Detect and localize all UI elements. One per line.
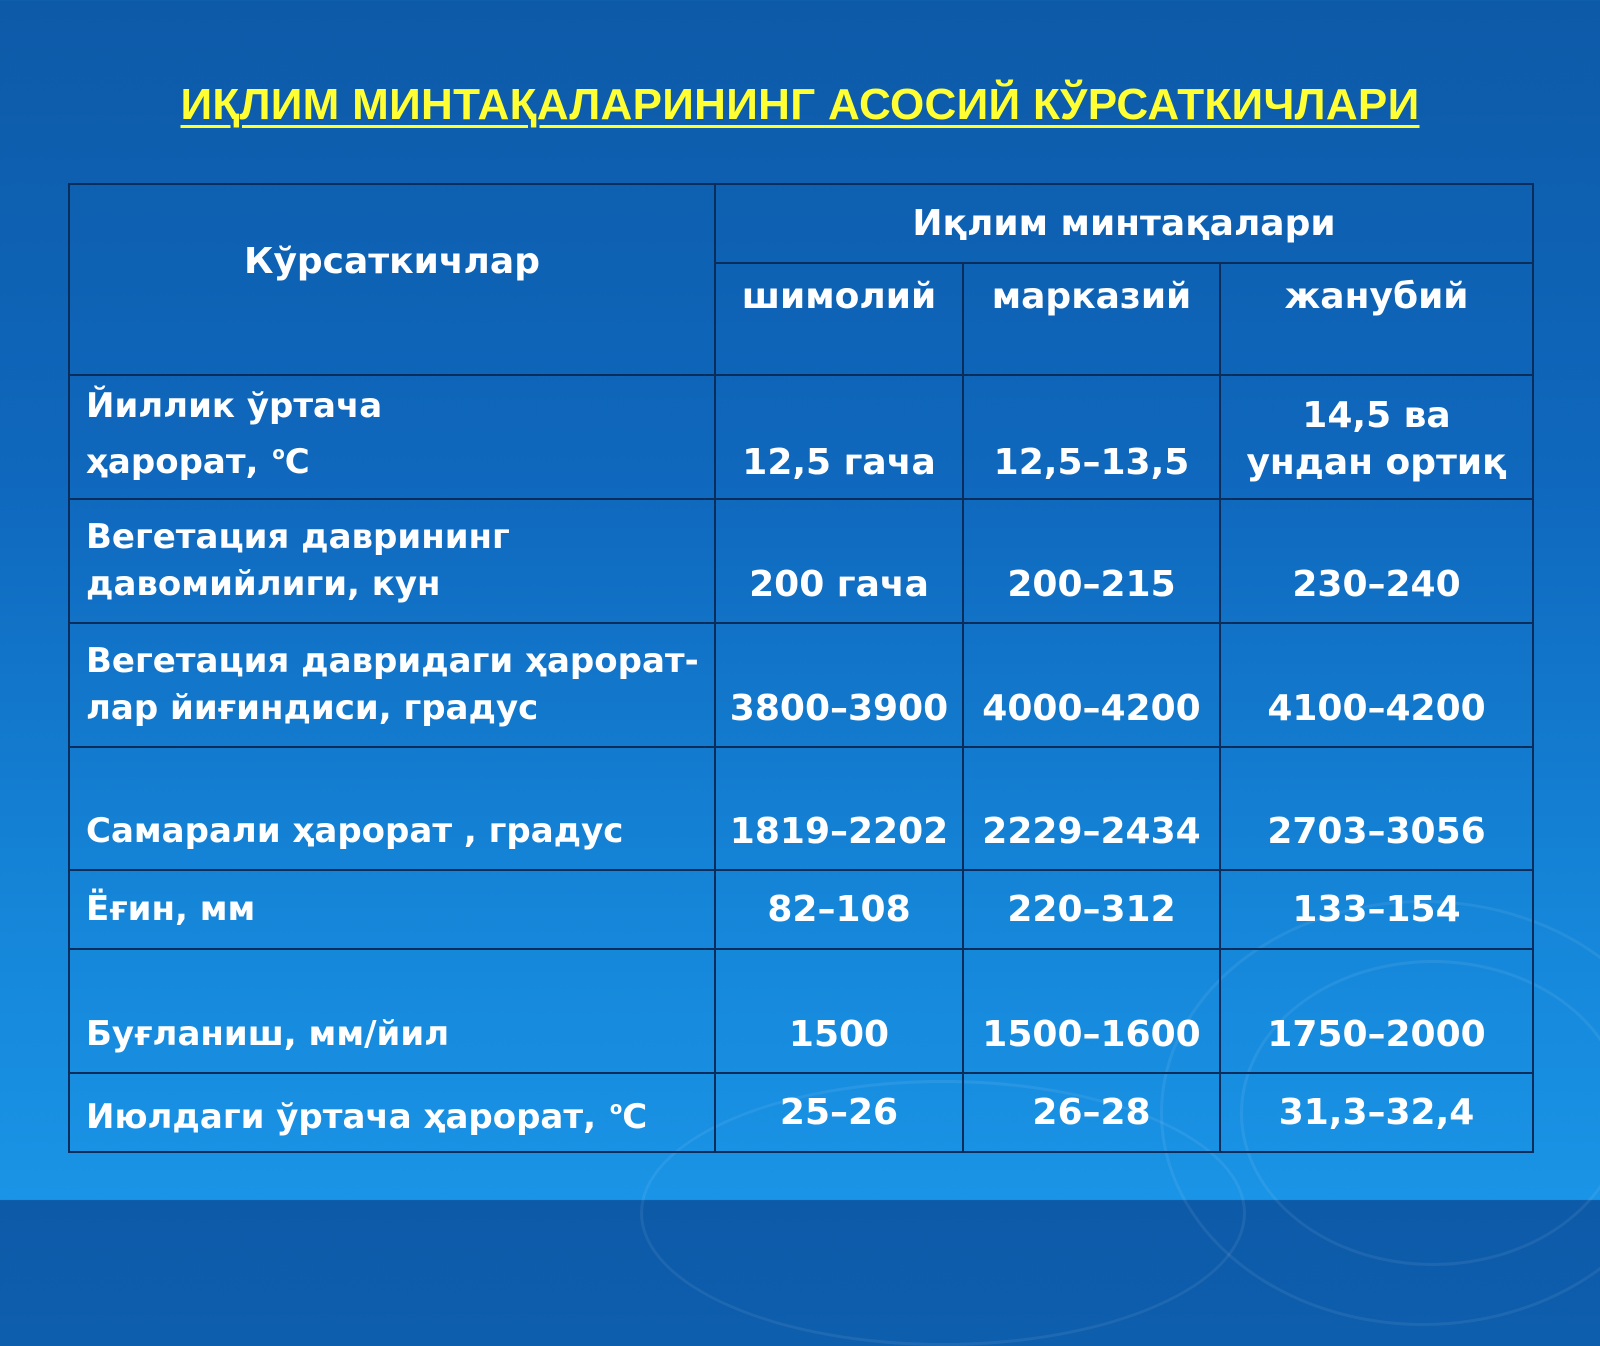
value-central: 26–28 xyxy=(963,1073,1220,1152)
value-central: 12,5–13,5 xyxy=(963,375,1220,499)
value-north: 200 гача xyxy=(715,499,963,623)
row-label: Йиллик ўртача ҳарорат, $^o$C xyxy=(69,375,715,499)
page-title: ИҚЛИМ МИНТАҚАЛАРИНИНГ АСОСИЙ КЎРСАТКИЧЛАРИ xyxy=(180,80,1420,129)
zone-header-central: марказий xyxy=(963,263,1220,375)
value-south: 2703–3056 xyxy=(1220,747,1533,870)
table-row xyxy=(69,375,1533,499)
table-row xyxy=(69,1073,1533,1152)
value-central: 1500–1600 xyxy=(963,949,1220,1073)
zone-header-north: шимолий xyxy=(715,263,963,375)
table-header-row xyxy=(69,184,1533,263)
value-north: 25–26 xyxy=(715,1073,963,1152)
value-central: 220–312 xyxy=(963,870,1220,949)
value-central: 2229–2434 xyxy=(963,747,1220,870)
row-label: Ёғин, мм xyxy=(69,870,715,949)
zones-group-header: Иқлим минтақалари xyxy=(715,184,1533,263)
value-north: 3800–3900 xyxy=(715,623,963,747)
row-label: Буғланиш, мм/йил xyxy=(69,949,715,1073)
value-north: 12,5 гача xyxy=(715,375,963,499)
indicator-column-header: Кўрсаткичлар xyxy=(69,184,715,375)
value-south: 14,5 ва ундан ортиқ xyxy=(1220,375,1533,499)
value-north: 1819–2202 xyxy=(715,747,963,870)
value-south: 4100–4200 xyxy=(1220,623,1533,747)
value-north: 82–108 xyxy=(715,870,963,949)
value-south: 31,3–32,4 xyxy=(1220,1073,1533,1152)
row-label: Июлдаги ўртача ҳарорат, $^o$C xyxy=(69,1073,715,1152)
value-south: 230–240 xyxy=(1220,499,1533,623)
row-label: Вегетация давридаги ҳарорат- лар йиғиндиси, градус xyxy=(69,623,715,747)
value-central: 200–215 xyxy=(963,499,1220,623)
table-row xyxy=(69,499,1533,623)
value-south: 1750–2000 xyxy=(1220,949,1533,1073)
zone-header-south: жанубий xyxy=(1220,263,1533,375)
row-label: Вегетация даврининг давомийлиги, кун xyxy=(69,499,715,623)
climate-zones-table xyxy=(68,183,1534,1153)
value-south: 133–154 xyxy=(1220,870,1533,949)
table-row xyxy=(69,870,1533,949)
table-row xyxy=(69,623,1533,747)
value-central: 4000–4200 xyxy=(963,623,1220,747)
table-row xyxy=(69,949,1533,1073)
table-row xyxy=(69,747,1533,870)
value-north: 1500 xyxy=(715,949,963,1073)
row-label: Самарали ҳарорат , градус xyxy=(69,747,715,870)
